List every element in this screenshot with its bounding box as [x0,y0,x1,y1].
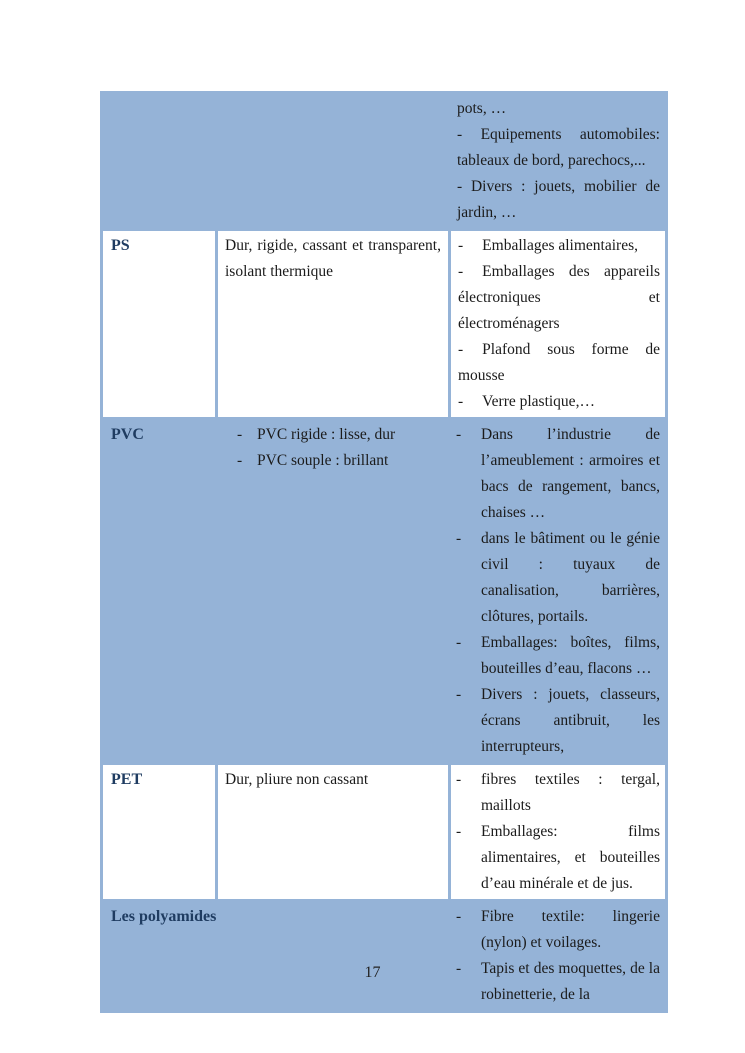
property-text: Dur, pliure non cassant [225,771,369,788]
usage-item-text: Tapis et des moquettes, de la robinetterie, de la [481,960,660,1003]
usage-item-text: Emballages: boîtes, films, bouteilles d’eau, flacons … [481,634,660,677]
dash-bullet: - [456,426,462,443]
table-row-pet [103,765,665,899]
dash-bullet: - [456,530,462,547]
usage-item: - Plafond sous forme de mousse [458,341,660,384]
property-item-text: PVC rigide : lisse, dur [257,426,396,443]
table-row-ps [103,231,665,417]
usage-item-text: Divers : jouets, classeurs, écrans antibruit, les interrupteurs, [481,686,660,755]
material-label-cell [103,902,448,1010]
dash-bullet: - [456,960,462,977]
table-row-pvc [103,420,665,762]
usage-cell [451,902,665,1010]
usage-item-text: Fibre textile: lingerie (nylon) et voilages. [481,908,660,951]
usage-cell [451,420,665,762]
dash-bullet: - [458,393,464,410]
dash-bullet: - [458,263,464,280]
usage-item-text: dans le bâtiment ou le génie civil : tuyaux de canalisation, barrières, clôtures, portails. [481,530,660,625]
dash-bullet: - [456,771,462,788]
material-label: PVC [111,426,144,443]
usage-item [456,819,660,897]
plastics-table-body [103,94,665,1010]
plastics-table [100,91,668,1013]
dash-bullet: - [456,823,462,840]
usage-item-text: fibres textiles : tergal, maillots [481,771,660,814]
usage-item-text: Dans l’industrie de l’ameublement : armoires et bacs de rangement, bancs, chaises … [481,426,660,521]
usage-item: - Emballages des appareils électroniques et électroménagers [458,263,660,332]
material-label-cell [103,94,215,228]
property-text: Dur, rigide, cassant et transparent, isolant thermique [225,237,441,280]
properties-cell [218,420,448,762]
usage-cell [451,765,665,899]
material-label-cell [103,765,215,899]
page-number: 17 [364,964,381,981]
property-item-text: PVC souple : brillant [257,452,389,469]
usage-item [456,767,660,819]
usage-item-text: Emballages: films alimentaires, et bouteilles d’eau minérale et de jus. [481,823,660,892]
dash-bullet: - [456,634,462,651]
table-row-pp-cont [103,94,665,228]
property-item [223,422,443,448]
properties-cell [218,94,448,228]
usage-item [456,526,660,630]
usage-item [456,630,660,682]
dash-bullet: - [456,686,462,703]
usage-item: pots, … [457,100,507,117]
usage-cell [451,231,665,417]
dash-bullet: - [237,426,243,443]
usage-item [456,904,660,956]
usage-item: - Divers : jouets, mobilier de jardin, … [457,178,660,221]
material-label: PS [111,237,130,254]
properties-cell [218,231,448,417]
dash-bullet: - [458,237,464,254]
material-label-cell [103,420,215,762]
table-row-polyamides [103,902,665,1010]
dash-bullet: - [237,452,243,469]
property-item [223,448,443,474]
material-label: Les polyamides [111,908,217,925]
dash-bullet: - [458,341,464,358]
usage-item [456,422,660,526]
usage-item [456,682,660,760]
dash-bullet: - [456,908,462,925]
usage-cell [451,94,665,228]
usage-item: - Equipements automobiles: tableaux de bord, parechocs,... [457,126,660,169]
material-label-cell [103,231,215,417]
material-label: PET [111,771,143,788]
usage-item: - Verre plastique,… [458,393,595,410]
properties-cell [218,765,448,899]
usage-item: - Emballages alimentaires, [458,237,638,254]
